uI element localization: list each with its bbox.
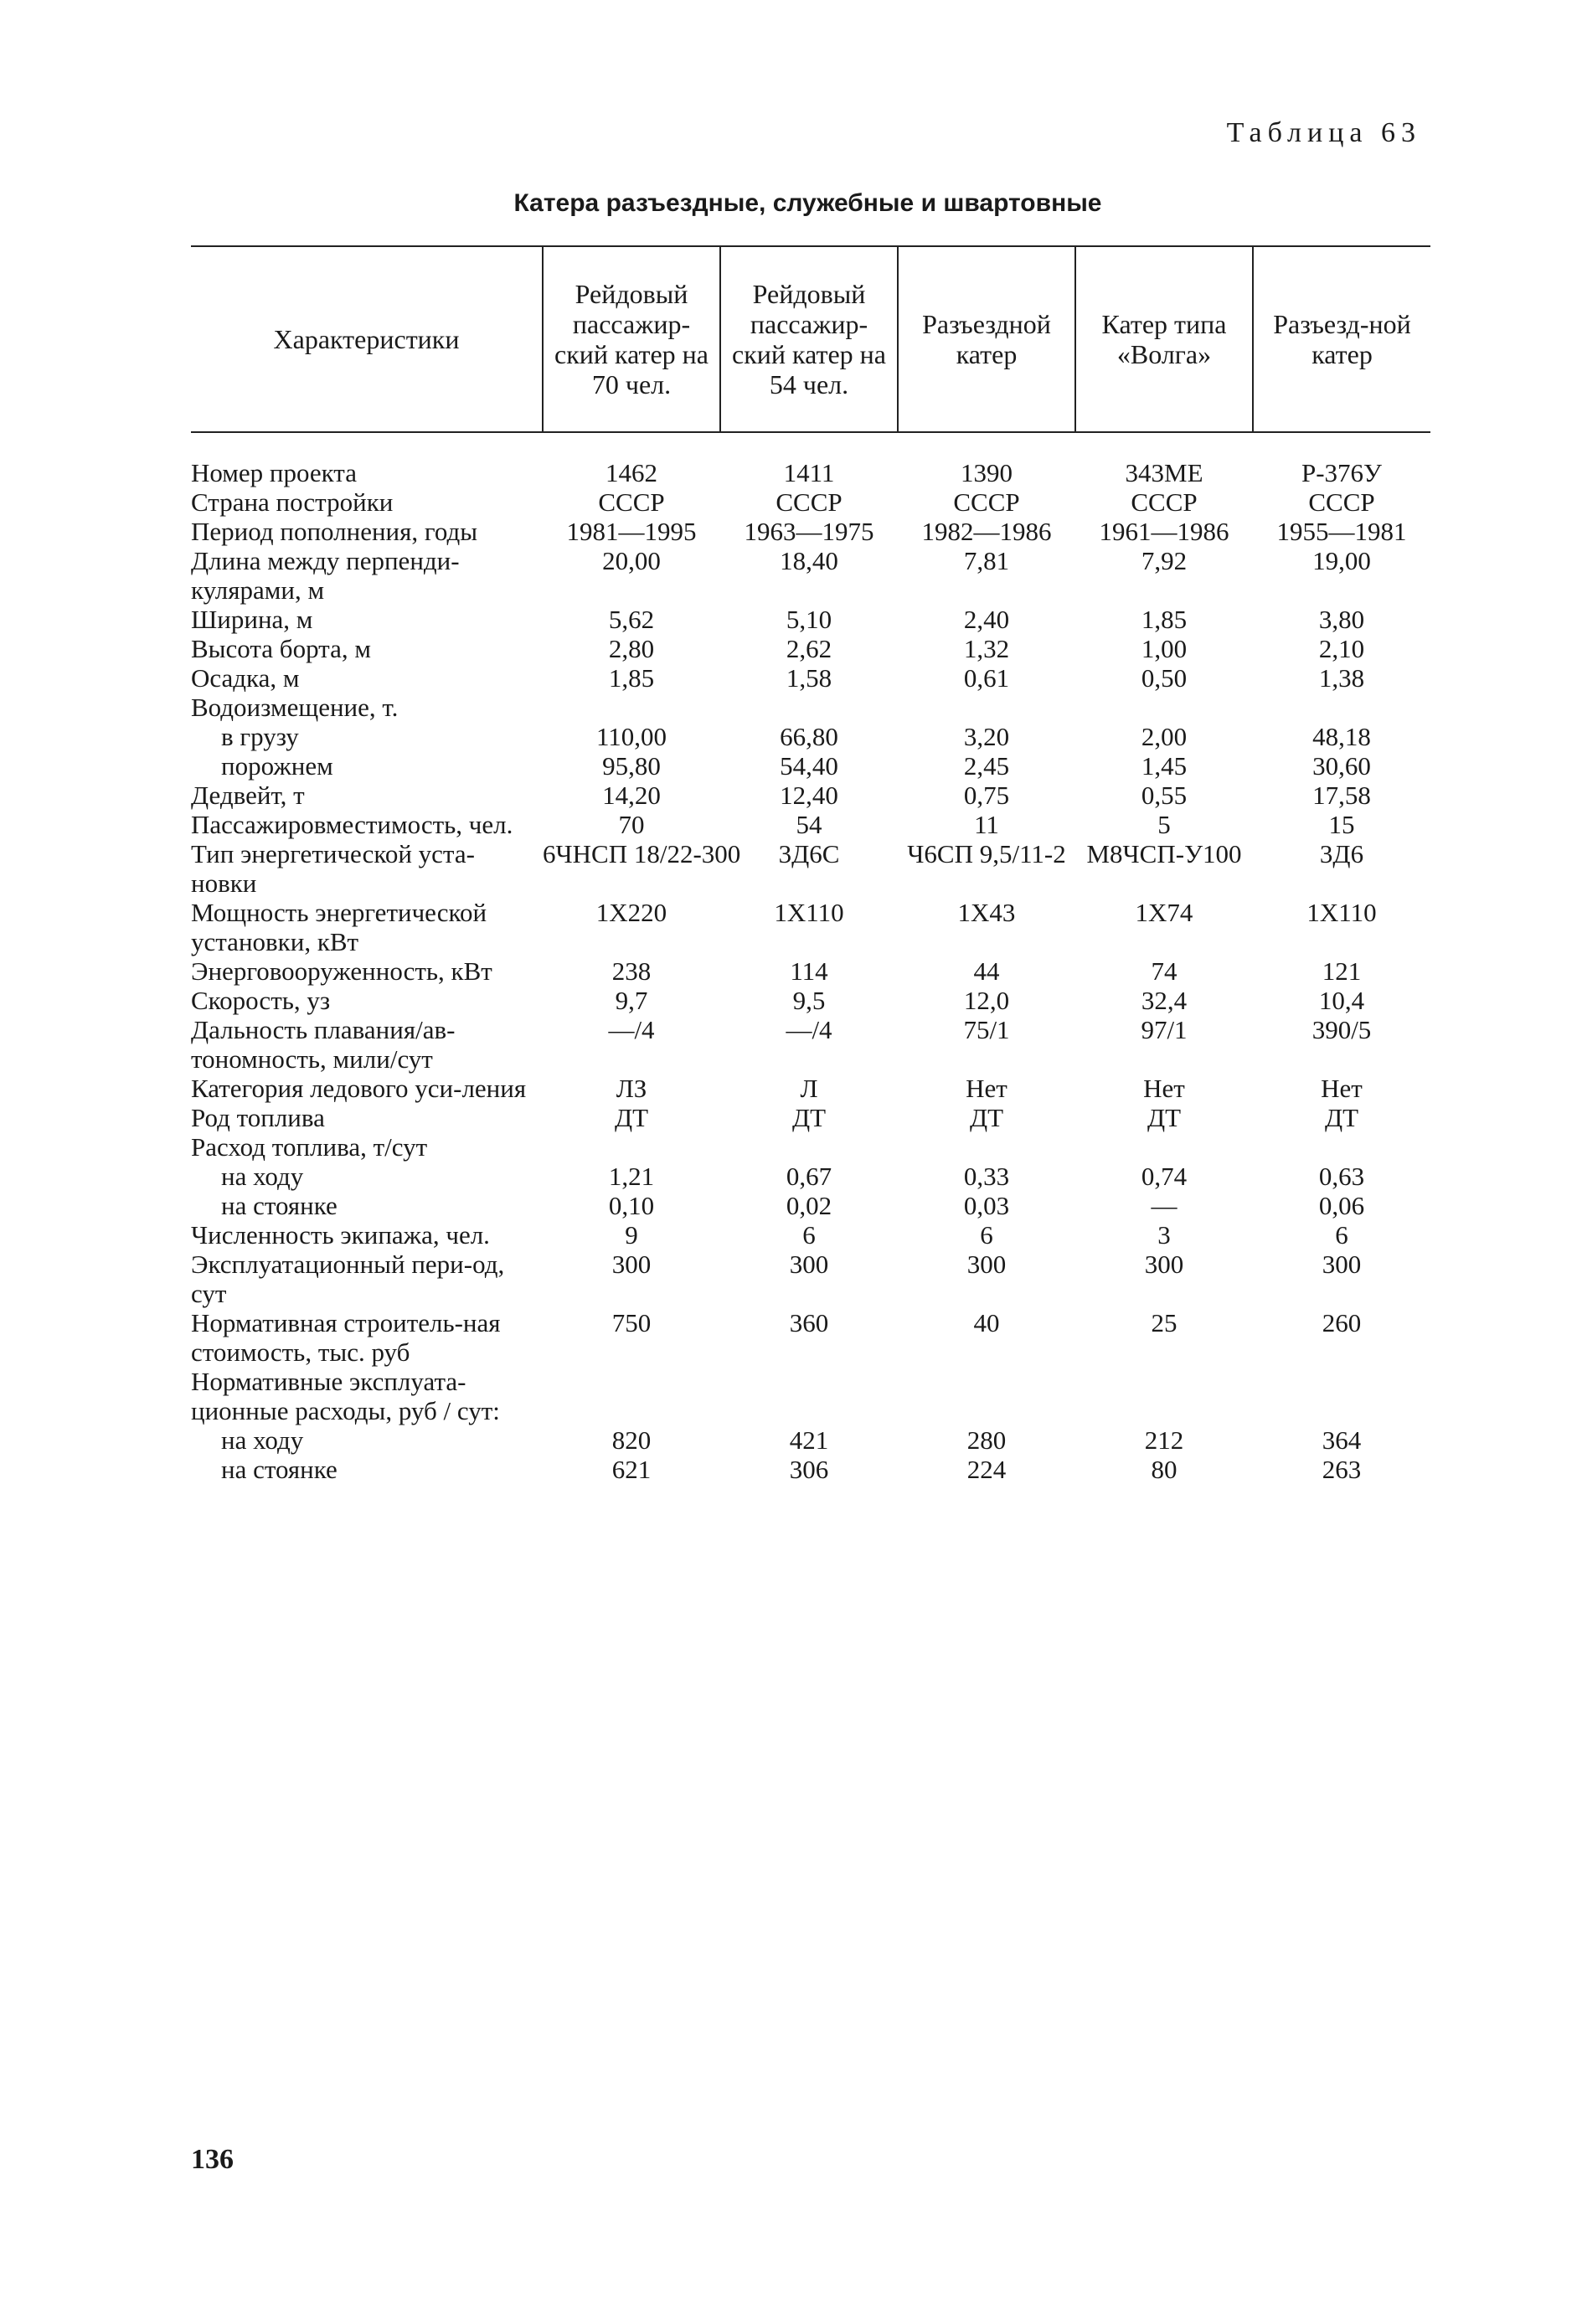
cell-value: СССР bbox=[1131, 487, 1198, 517]
cell-value: 75/1 bbox=[963, 1015, 1010, 1044]
cell-value: 9 bbox=[625, 1220, 638, 1250]
cell-value: 6 bbox=[980, 1220, 993, 1250]
row-label: в грузу bbox=[221, 722, 299, 751]
cell-value: 1,32 bbox=[963, 634, 1010, 663]
cell-value: 9,5 bbox=[792, 986, 826, 1015]
header-column-3: Разъездной катер bbox=[898, 246, 1075, 432]
cell-value: 3Д6 bbox=[1319, 839, 1364, 868]
row-label: Осадка, м bbox=[191, 663, 300, 693]
cell-value: 70 bbox=[618, 810, 645, 839]
table-row bbox=[191, 432, 1430, 487]
row-label: Ширина, м bbox=[191, 605, 313, 634]
cell-value: 2,45 bbox=[963, 751, 1010, 781]
cell-value: 32,4 bbox=[1141, 986, 1188, 1015]
table-row bbox=[191, 1425, 1430, 1455]
cell-value: 2,10 bbox=[1318, 634, 1365, 663]
cell-value: 74 bbox=[1151, 956, 1177, 986]
cell-value: 1Х110 bbox=[774, 898, 844, 927]
table-row bbox=[191, 1103, 1430, 1132]
row-label: Нормативная строитель-ная стоимость, тыс. руб bbox=[191, 1308, 501, 1367]
cell-value bbox=[1253, 1132, 1430, 1162]
row-label: Расход топлива, т/сут bbox=[191, 1132, 428, 1162]
row-label: Водоизмещение, т. bbox=[191, 693, 399, 722]
cell-value: ДТ bbox=[969, 1103, 1004, 1132]
cell-value: 40 bbox=[973, 1308, 1000, 1337]
cell-value: 10,4 bbox=[1318, 986, 1365, 1015]
cell-value: —/4 bbox=[786, 1015, 832, 1044]
cell-value: —/4 bbox=[608, 1015, 655, 1044]
cell-value: 14,20 bbox=[602, 781, 661, 810]
table-row bbox=[191, 1132, 1430, 1162]
table-header bbox=[191, 246, 1430, 432]
cell-value bbox=[1075, 1132, 1253, 1162]
cell-value: 343МЕ bbox=[1125, 458, 1203, 487]
cell-value: 97/1 bbox=[1141, 1015, 1188, 1044]
row-label: порожнем bbox=[221, 751, 333, 781]
cell-value: 7,92 bbox=[1141, 546, 1188, 575]
header-column-1: Рейдовый пассажир-ский катер на 70 чел. bbox=[543, 246, 720, 432]
cell-value: 1,45 bbox=[1141, 751, 1188, 781]
cell-value: 300 bbox=[966, 1250, 1007, 1279]
table-row bbox=[191, 1250, 1430, 1308]
cell-value: 421 bbox=[789, 1425, 829, 1455]
cell-value: 2,00 bbox=[1141, 722, 1188, 751]
row-label: Номер проекта bbox=[191, 458, 357, 487]
table-row bbox=[191, 1074, 1430, 1103]
row-label: Тип энергетической уста-новки bbox=[191, 839, 475, 898]
cell-value: Л bbox=[800, 1074, 818, 1103]
table-row bbox=[191, 839, 1430, 898]
cell-value: 54,40 bbox=[780, 751, 838, 781]
cell-value: 300 bbox=[789, 1250, 829, 1279]
cell-value: 260 bbox=[1322, 1308, 1362, 1337]
cell-value: ДТ bbox=[614, 1103, 649, 1132]
cell-value: 0,33 bbox=[963, 1162, 1010, 1191]
cell-value: 1982—1986 bbox=[921, 517, 1052, 546]
cell-value: 750 bbox=[611, 1308, 652, 1337]
cell-value: 5,10 bbox=[786, 605, 832, 634]
cell-value: 114 bbox=[790, 956, 828, 986]
cell-value: 20,00 bbox=[602, 546, 661, 575]
cell-value: 25 bbox=[1151, 1308, 1177, 1337]
row-label: Дальность плавания/ав-тономность, мили/сут bbox=[191, 1015, 456, 1074]
cell-value: 300 bbox=[1322, 1250, 1362, 1279]
cell-value: 95,80 bbox=[602, 751, 661, 781]
cell-value: ДТ bbox=[1324, 1103, 1359, 1132]
cell-value: 1,85 bbox=[608, 663, 655, 693]
cell-value: Нет bbox=[966, 1074, 1007, 1103]
cell-value: 6 bbox=[802, 1220, 816, 1250]
cell-value: 3,80 bbox=[1318, 605, 1365, 634]
table-row bbox=[191, 663, 1430, 693]
table-row bbox=[191, 693, 1430, 722]
specs-table-block bbox=[191, 245, 1430, 1484]
cell-value: ДТ bbox=[791, 1103, 827, 1132]
table-title bbox=[0, 189, 1582, 218]
table-row bbox=[191, 956, 1430, 986]
row-label: на стоянке bbox=[221, 1191, 338, 1220]
row-label: на ходу bbox=[221, 1162, 304, 1191]
cell-value bbox=[898, 693, 1075, 722]
cell-value: 0,06 bbox=[1318, 1191, 1365, 1220]
row-label: на ходу bbox=[221, 1425, 304, 1455]
cell-value: 2,40 bbox=[963, 605, 1010, 634]
row-label: Категория ледового уси-ления bbox=[191, 1074, 527, 1103]
cell-value bbox=[898, 1132, 1075, 1162]
cell-value bbox=[1075, 693, 1253, 722]
table-row bbox=[191, 517, 1430, 546]
cell-value: 1Х43 bbox=[957, 898, 1016, 927]
table-row bbox=[191, 810, 1430, 839]
cell-value bbox=[720, 1132, 898, 1162]
cell-value: 1961—1986 bbox=[1099, 517, 1229, 546]
cell-value: 0,50 bbox=[1141, 663, 1188, 693]
cell-value: 5 bbox=[1157, 810, 1171, 839]
cell-value: 360 bbox=[789, 1308, 829, 1337]
cell-value: 1,38 bbox=[1318, 663, 1365, 693]
table-row bbox=[191, 986, 1430, 1015]
cell-value: 9,7 bbox=[615, 986, 648, 1015]
cell-value: 12,0 bbox=[963, 986, 1010, 1015]
cell-value: 1981—1995 bbox=[566, 517, 697, 546]
table-title-text: Катера разъездные, служебные и швартовные bbox=[513, 189, 1102, 217]
cell-value: ДТ bbox=[1147, 1103, 1182, 1132]
cell-value: 1Х220 bbox=[595, 898, 667, 927]
table-body bbox=[191, 432, 1430, 1484]
cell-value: 2,62 bbox=[786, 634, 832, 663]
cell-value: 1955—1981 bbox=[1276, 517, 1407, 546]
cell-value: 0,63 bbox=[1318, 1162, 1365, 1191]
header-column-4: Катер типа «Волга» bbox=[1075, 246, 1253, 432]
cell-value bbox=[720, 693, 898, 722]
table-row bbox=[191, 1015, 1430, 1074]
cell-value: 1Х110 bbox=[1306, 898, 1377, 927]
cell-value: 1,85 bbox=[1141, 605, 1188, 634]
cell-value: 2,80 bbox=[608, 634, 655, 663]
table-row bbox=[191, 1455, 1430, 1484]
table-row bbox=[191, 634, 1430, 663]
row-label: Скорость, уз bbox=[191, 986, 331, 1015]
cell-value: 17,58 bbox=[1312, 781, 1371, 810]
header-characteristics: Характеристики bbox=[191, 246, 543, 432]
table-row bbox=[191, 487, 1430, 517]
cell-value: 6 bbox=[1335, 1220, 1348, 1250]
cell-value: 0,74 bbox=[1141, 1162, 1188, 1191]
row-label: Эксплуатационный пери-од, сут bbox=[191, 1250, 505, 1308]
cell-value: 121 bbox=[1322, 956, 1362, 986]
row-label: Род топлива bbox=[191, 1103, 325, 1132]
cell-value bbox=[1253, 1367, 1430, 1425]
cell-value: 1411 bbox=[783, 458, 835, 487]
cell-value: 0,61 bbox=[963, 663, 1010, 693]
cell-value: 212 bbox=[1144, 1425, 1184, 1455]
cell-value: 1462 bbox=[605, 458, 657, 487]
row-label: на стоянке bbox=[221, 1455, 338, 1484]
header-column-2: Рейдовый пассажир-ский катер на 54 чел. bbox=[720, 246, 898, 432]
cell-value bbox=[720, 1367, 898, 1425]
row-label: Энерговооруженность, кВт bbox=[191, 956, 492, 986]
cell-value: 11 bbox=[974, 810, 999, 839]
cell-value: 1390 bbox=[961, 458, 1013, 487]
header-row bbox=[191, 246, 1430, 432]
cell-value bbox=[543, 1367, 720, 1425]
cell-value: Р-376У bbox=[1301, 458, 1382, 487]
cell-value: 0,75 bbox=[963, 781, 1010, 810]
cell-value: СССР bbox=[953, 487, 1020, 517]
table-row bbox=[191, 751, 1430, 781]
table-row bbox=[191, 898, 1430, 956]
cell-value: 390/5 bbox=[1311, 1015, 1372, 1044]
cell-value: 19,00 bbox=[1312, 546, 1371, 575]
cell-value: СССР bbox=[776, 487, 843, 517]
cell-value bbox=[1253, 693, 1430, 722]
cell-value: 1963—1975 bbox=[744, 517, 874, 546]
cell-value: 5,62 bbox=[608, 605, 655, 634]
cell-value: 621 bbox=[611, 1455, 652, 1484]
header-column-5: Разъезд-ной катер bbox=[1253, 246, 1430, 432]
row-label: Страна постройки bbox=[191, 487, 394, 517]
cell-value: 54 bbox=[796, 810, 822, 839]
cell-value: 0,55 bbox=[1141, 781, 1188, 810]
cell-value: Нет bbox=[1143, 1074, 1185, 1103]
cell-value: 306 bbox=[789, 1455, 829, 1484]
cell-value: 364 bbox=[1322, 1425, 1362, 1455]
cell-value: Нет bbox=[1321, 1074, 1363, 1103]
cell-value: 0,03 bbox=[963, 1191, 1010, 1220]
table-row bbox=[191, 546, 1430, 605]
cell-value: 280 bbox=[966, 1425, 1007, 1455]
cell-value bbox=[898, 1367, 1075, 1425]
cell-value: 300 bbox=[1144, 1250, 1184, 1279]
cell-value: М8ЧСП-У100 bbox=[1086, 839, 1242, 868]
cell-value: 3,20 bbox=[963, 722, 1010, 751]
cell-value: 1,21 bbox=[608, 1162, 655, 1191]
cell-value: 12,40 bbox=[780, 781, 838, 810]
cell-value: 44 bbox=[973, 956, 1000, 986]
table-row bbox=[191, 1220, 1430, 1250]
cell-value bbox=[543, 1132, 720, 1162]
row-label: Численность экипажа, чел. bbox=[191, 1220, 490, 1250]
cell-value: 3Д6С bbox=[778, 839, 840, 868]
cell-value: 1Х74 bbox=[1135, 898, 1193, 927]
cell-value: 1,00 bbox=[1141, 634, 1188, 663]
cell-value: 7,81 bbox=[963, 546, 1010, 575]
cell-value: 224 bbox=[966, 1455, 1007, 1484]
cell-value: 18,40 bbox=[780, 546, 838, 575]
cell-value: 820 bbox=[611, 1425, 652, 1455]
table-row bbox=[191, 722, 1430, 751]
cell-value: 0,02 bbox=[786, 1191, 832, 1220]
cell-value: 66,80 bbox=[780, 722, 838, 751]
cell-value: 0,10 bbox=[608, 1191, 655, 1220]
cell-value: 80 bbox=[1151, 1455, 1177, 1484]
table-row bbox=[191, 1308, 1430, 1367]
cell-value: 110,00 bbox=[595, 722, 667, 751]
row-label: Дедвейт, т bbox=[191, 781, 305, 810]
cell-value: 15 bbox=[1328, 810, 1355, 839]
cell-value: СССР bbox=[598, 487, 665, 517]
cell-value: 6ЧНСП 18/22-300 bbox=[543, 839, 741, 868]
specs-table bbox=[191, 245, 1430, 1484]
cell-value bbox=[543, 693, 720, 722]
cell-value: 263 bbox=[1322, 1455, 1362, 1484]
table-row bbox=[191, 1191, 1430, 1220]
cell-value bbox=[1075, 1367, 1253, 1425]
cell-value: 3 bbox=[1157, 1220, 1171, 1250]
table-row bbox=[191, 781, 1430, 810]
row-label: Высота борта, м bbox=[191, 634, 371, 663]
row-label: Мощность энергетической установки, кВт bbox=[191, 898, 487, 956]
cell-value: Ч6СП 9,5/11-2 bbox=[907, 839, 1066, 868]
row-label: Длина между перпенди-кулярами, м bbox=[191, 546, 460, 605]
row-label: Период пополнения, годы bbox=[191, 517, 478, 546]
row-label: Нормативные эксплуата-ционные расходы, руб / сут: bbox=[191, 1367, 500, 1425]
cell-value: 238 bbox=[611, 956, 652, 986]
cell-value: СССР bbox=[1308, 487, 1375, 517]
cell-value: — bbox=[1151, 1191, 1177, 1220]
cell-value: 30,60 bbox=[1312, 751, 1371, 781]
cell-value: 48,18 bbox=[1312, 722, 1371, 751]
cell-value: 0,67 bbox=[786, 1162, 832, 1191]
cell-value: 300 bbox=[611, 1250, 652, 1279]
cell-value: ЛЗ bbox=[616, 1074, 647, 1103]
page-number: 136 bbox=[191, 2144, 234, 2175]
cell-value: 1,58 bbox=[786, 663, 832, 693]
table-row bbox=[191, 1162, 1430, 1191]
table-number-label: Таблица 63 bbox=[1226, 117, 1421, 148]
table-row bbox=[191, 605, 1430, 634]
table-row bbox=[191, 1367, 1430, 1425]
row-label: Пассажировместимость, чел. bbox=[191, 810, 513, 839]
